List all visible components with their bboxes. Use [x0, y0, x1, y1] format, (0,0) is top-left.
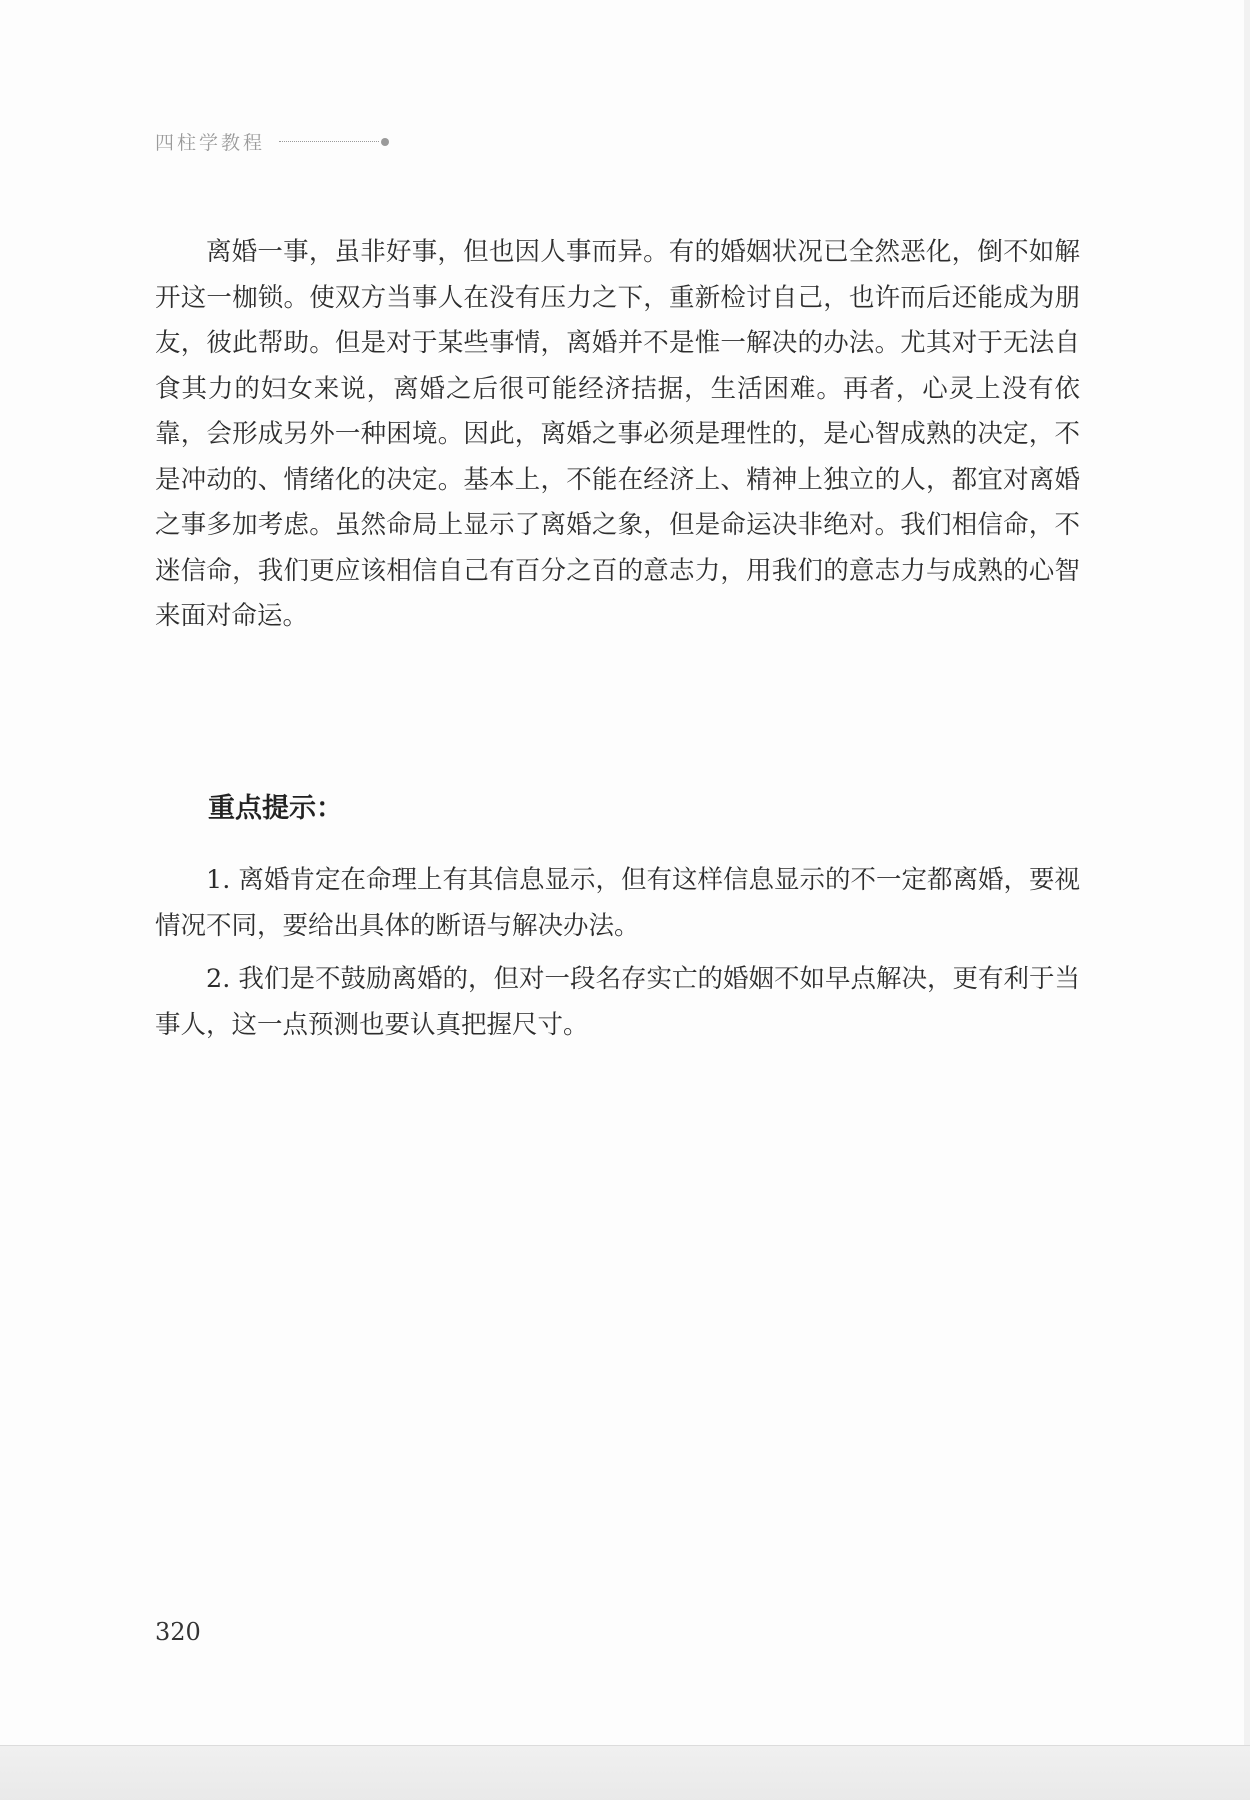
- key-point-item: 2. 我们是不鼓励离婚的，但对一段名存实亡的婚姻不如早点解决，更有利于当事人，这一点预测也要认真把握尺寸。: [155, 964, 1080, 1040]
- scan-edge-bottom: [0, 1745, 1250, 1800]
- header-dotted-rule: [279, 141, 379, 142]
- header-bullet-dot-icon: [381, 138, 389, 146]
- scan-edge-right: [1244, 0, 1250, 1745]
- key-point-item: 1. 离婚肯定在命理上有其信息显示，但有这样信息显示的不一定都离婚，要视情况不同，要给出具体的断语与解决办法。: [155, 865, 1080, 941]
- running-header: [155, 128, 389, 155]
- book-title: 四柱学教程: [155, 132, 266, 154]
- main-paragraph: 离婚一事，虽非好事，但也因人事而异。有的婚姻状况已全然恶化，倒不如解开这一枷锁。使双方当事人在没有压力之下，重新检讨自己，也许而后还能成为朋友，彼此帮助。但是对于某些事情，离婚并不是惟一解决的办法。尤其对于无法自食其力的妇女来说，离婚之后很可能经济拮据，生活困难。再者，心灵上没有依靠，会形成另外一种困境。因此，离婚之事必须是理性的，是心智成熟的决定，不是冲动的、情绪化的决定。基本上，不能在经济上、精神上独立的人，都宜对离婚之事多加考虑。虽然命局上显示了离婚之象，但是命运决非绝对。我们相信命，不迷信命，我们更应该相信自己有百分之百的意志力，用我们的意志力与成熟的心智来面对命运。: [155, 237, 1080, 631]
- key-points-list: [155, 858, 1080, 1056]
- page-number: 320: [155, 1618, 201, 1646]
- key-points-heading: 重点提示：: [208, 793, 343, 824]
